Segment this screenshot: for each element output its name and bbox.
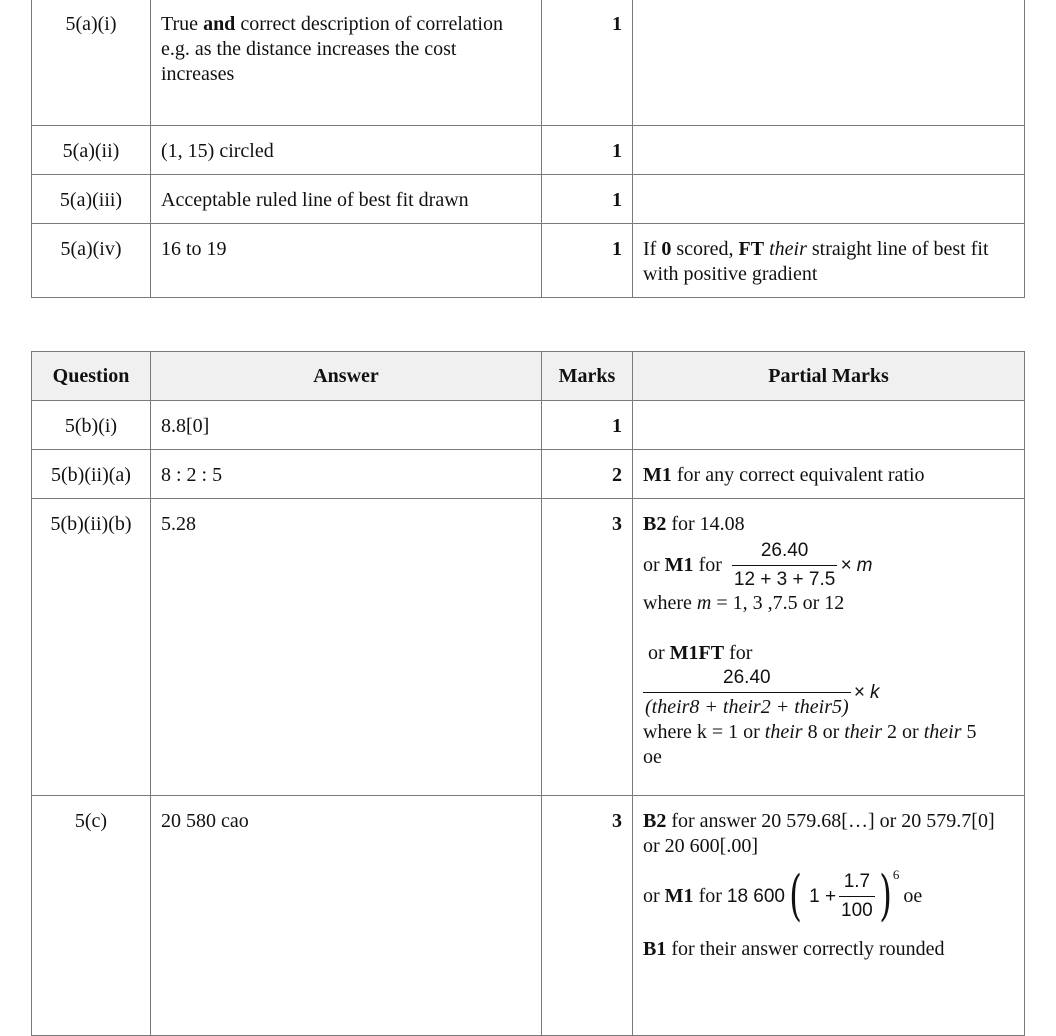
answer-cell: 8 : 2 : 5 xyxy=(151,450,542,499)
answer-cell: 8.8[0] xyxy=(151,401,542,450)
question-cell: 5(a)(iii) xyxy=(32,175,151,224)
partial-text: where k = 1 or xyxy=(643,721,765,743)
fraction-numerator: 26.40 xyxy=(723,667,771,688)
partial-text: 8 or xyxy=(802,721,845,743)
partial-marks-cell xyxy=(633,401,1025,450)
partial-text: = 1, 3 ,7.5 or 12 xyxy=(711,592,845,614)
partial-text: scored, xyxy=(671,238,739,260)
partial-code: M1FT xyxy=(669,642,725,664)
partial-text: where xyxy=(643,592,697,614)
partial-text: or xyxy=(643,884,665,907)
question-cell: 5(a)(ii) xyxy=(32,126,151,175)
header-marks: Marks xyxy=(542,352,633,401)
mark-scheme-table xyxy=(31,351,1025,1036)
partial-code: FT xyxy=(738,238,765,260)
question-cell: 5(b)(ii)(b) xyxy=(32,499,151,796)
fraction xyxy=(732,540,837,591)
table-row xyxy=(32,796,1025,1036)
answer-cell: 16 to 19 xyxy=(151,224,542,298)
partial-bold: 0 xyxy=(661,238,672,260)
partial-text: for xyxy=(693,884,727,907)
mark-scheme-table-continued xyxy=(31,0,1025,298)
fraction xyxy=(643,667,851,718)
partial-text: for answer 20 579.68[…] or 20 579.7[0] or 20 600[.00] xyxy=(643,810,995,857)
partial-text: for any correct equivalent ratio xyxy=(671,464,925,486)
table-row xyxy=(32,401,1025,450)
marks-cell: 1 xyxy=(542,401,633,450)
table-row xyxy=(32,450,1025,499)
partial-marks-cell xyxy=(633,499,1025,796)
answer-cell: (1, 15) circled xyxy=(151,126,542,175)
partial-text: for xyxy=(724,642,753,664)
partial-text: straight line of best fit with positive gradient xyxy=(643,238,989,285)
partial-italic: their xyxy=(923,721,962,743)
left-paren: ( xyxy=(789,864,802,927)
table-header-row xyxy=(32,352,1025,401)
partial-marks-cell xyxy=(633,450,1025,499)
table-row xyxy=(32,499,1025,796)
partial-code: B1 xyxy=(643,938,667,960)
table-row xyxy=(32,175,1025,224)
marks-cell: 1 xyxy=(542,175,633,224)
marks-cell: 2 xyxy=(542,450,633,499)
question-cell: 5(a)(i) xyxy=(32,0,151,126)
partial-code: M1 xyxy=(664,554,694,576)
marks-cell: 3 xyxy=(542,796,633,1036)
header-question: Question xyxy=(32,352,151,401)
multiplier: × m xyxy=(840,555,873,576)
partial-marks-cell xyxy=(633,796,1025,1036)
partial-code: M1 xyxy=(664,884,694,907)
partial-code: B2 xyxy=(643,513,667,535)
partial-text: or xyxy=(643,554,665,576)
partial-marks-cell xyxy=(633,224,1025,298)
exponent: 6 xyxy=(892,866,900,882)
partial-code: M1 xyxy=(643,464,672,486)
answer-cell: 5.28 xyxy=(151,499,542,796)
header-answer: Answer xyxy=(151,352,542,401)
marks-cell: 3 xyxy=(542,499,633,796)
partial-italic: their xyxy=(844,721,883,743)
fraction-denominator: (their8 + their2 + their5) xyxy=(643,692,851,718)
table-row xyxy=(32,126,1025,175)
partial-italic: m xyxy=(696,592,712,614)
question-cell: 5(a)(iv) xyxy=(32,224,151,298)
fraction-numerator: 26.40 xyxy=(760,540,809,561)
partial-marks-cell xyxy=(633,175,1025,224)
partial-text: oe xyxy=(643,746,662,768)
partial-code: B2 xyxy=(643,810,667,832)
answer-cell xyxy=(151,0,542,126)
question-cell: 5(c) xyxy=(32,796,151,1036)
multiplier: × k xyxy=(853,682,880,703)
table-row xyxy=(32,224,1025,298)
marks-cell: 1 xyxy=(542,126,633,175)
partial-text: 2 or xyxy=(882,721,924,743)
partial-text: for xyxy=(693,554,722,576)
answer-cell: Acceptable ruled line of best fit drawn xyxy=(151,175,542,224)
partial-text: oe xyxy=(903,884,923,907)
fraction-numerator: 1.7 xyxy=(843,870,871,892)
partial-text: or xyxy=(648,642,670,664)
answer-text: correct description of correlation xyxy=(235,13,503,35)
math-base: 18 600 xyxy=(726,885,786,907)
marks-cell: 1 xyxy=(542,0,633,126)
answer-example: e.g. as the distance increases the cost increases xyxy=(161,38,457,85)
marks-cell: 1 xyxy=(542,224,633,298)
right-paren: ) xyxy=(878,864,892,927)
answer-text: True xyxy=(161,13,204,35)
partial-italic: their xyxy=(764,721,803,743)
header-partial-marks: Partial Marks xyxy=(633,352,1025,401)
partial-marks-cell xyxy=(633,0,1025,126)
partial-text: 5 xyxy=(961,721,977,743)
table-row xyxy=(32,0,1025,126)
question-cell: 5(b)(ii)(a) xyxy=(32,450,151,499)
fraction-denominator: 12 + 3 + 7.5 xyxy=(732,565,837,591)
math-one-plus: 1 + xyxy=(809,885,837,907)
partial-text: for 14.08 xyxy=(666,513,745,535)
fraction xyxy=(839,871,875,922)
partial-text: for their answer correctly rounded xyxy=(666,938,945,960)
answer-cell: 20 580 cao xyxy=(151,796,542,1036)
question-cell: 5(b)(i) xyxy=(32,401,151,450)
fraction-denominator: 100 xyxy=(839,896,875,922)
partial-italic: their xyxy=(769,238,807,260)
partial-marks-cell xyxy=(633,126,1025,175)
answer-bold: and xyxy=(203,13,236,35)
partial-text: If xyxy=(643,238,662,260)
